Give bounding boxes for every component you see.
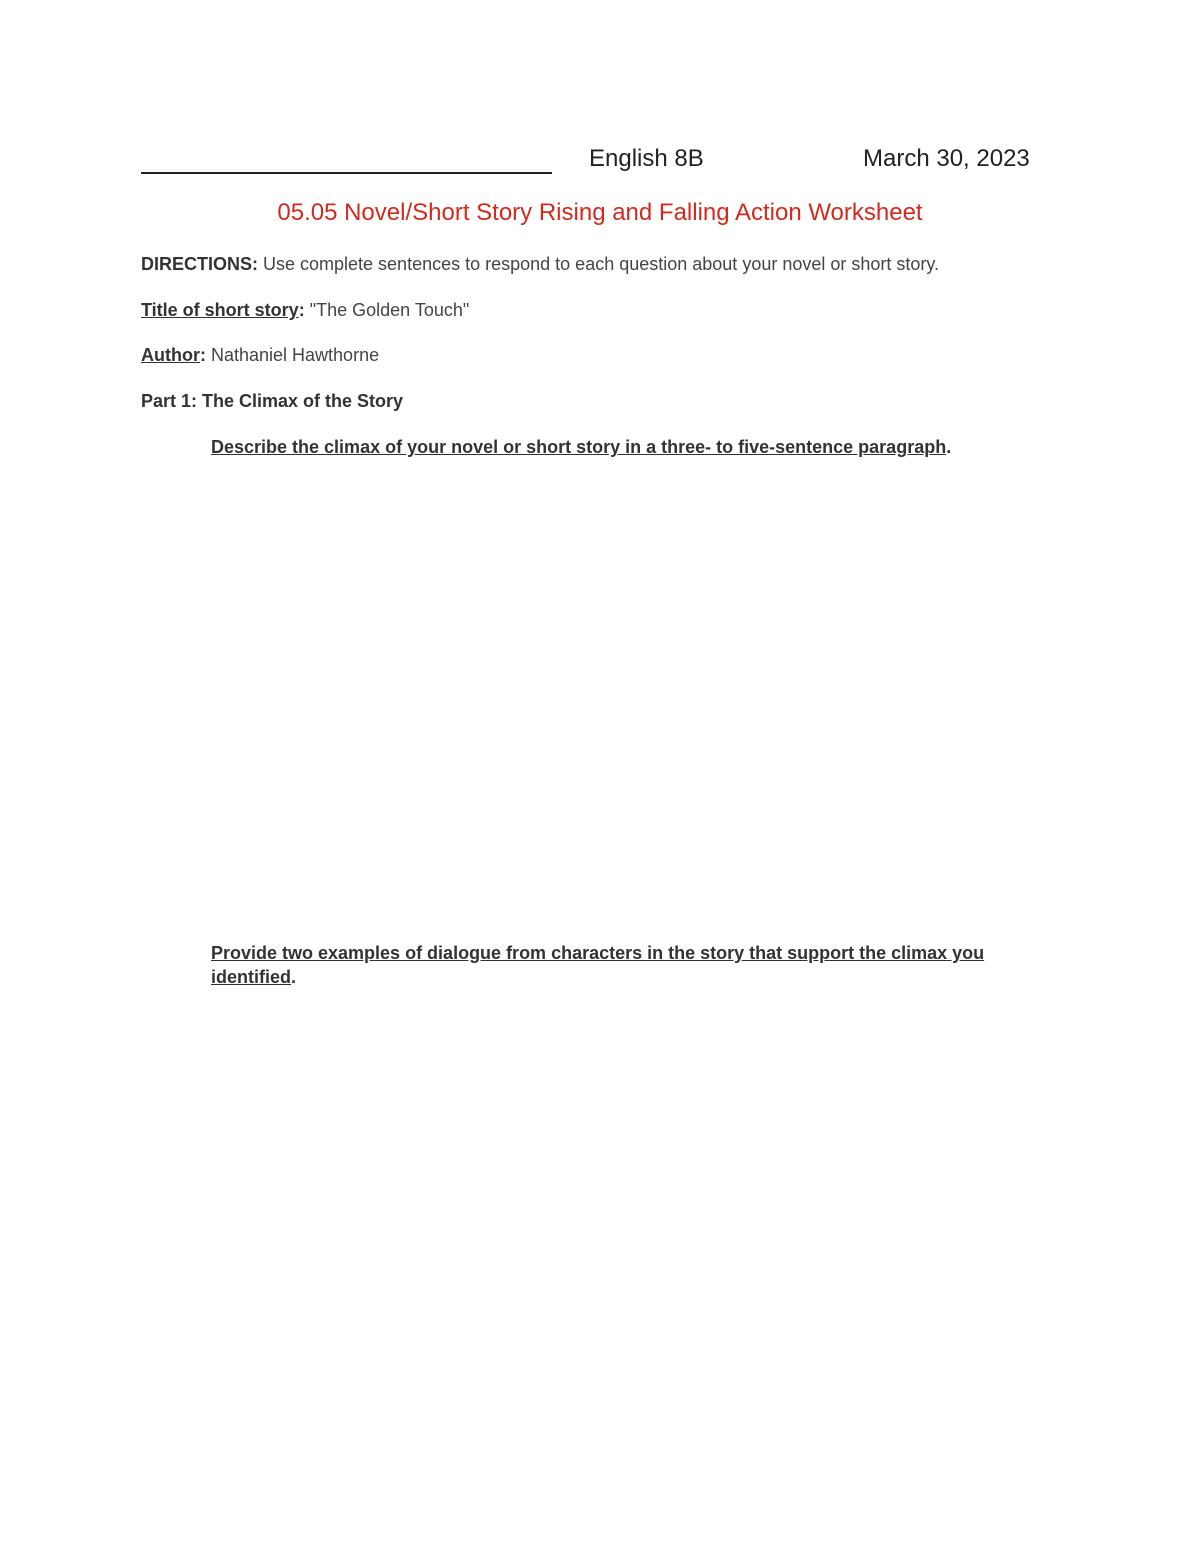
author-value: Nathaniel Hawthorne <box>205 345 380 365</box>
climax-prompt-period: . <box>946 437 952 457</box>
part1-heading-line <box>141 388 403 414</box>
story-title-colon: : <box>298 300 305 320</box>
story-title-line <box>141 297 469 323</box>
author-colon: : <box>199 345 206 365</box>
directions-label: DIRECTIONS: <box>141 254 258 274</box>
worksheet-title: 05.05 Novel/Short Story Rising and Falling Action Worksheet <box>277 199 923 226</box>
author-line <box>141 342 379 368</box>
student-name-line <box>141 172 552 174</box>
course-name: English 8B <box>589 145 704 172</box>
dialogue-prompt-text: Provide two examples of dialogue from characters in the story that support the climax you identified <box>211 943 985 987</box>
directions-text: Use complete sentences to respond to each question about your novel or short story. <box>258 254 940 274</box>
story-title-value: "The Golden Touch" <box>304 300 470 320</box>
climax-prompt <box>211 435 1051 459</box>
story-title-label: Title of short story <box>141 300 299 320</box>
author-label: Author <box>141 345 200 365</box>
climax-prompt-text: Describe the climax of your novel or short story in a three- to five-sentence paragraph <box>211 437 947 457</box>
part1-heading: Part 1: The Climax of the Story <box>141 391 404 411</box>
dialogue-prompt <box>211 941 1051 989</box>
directions-line <box>141 251 939 277</box>
worksheet-date: March 30, 2023 <box>863 145 1030 172</box>
dialogue-prompt-period: . <box>291 967 297 987</box>
